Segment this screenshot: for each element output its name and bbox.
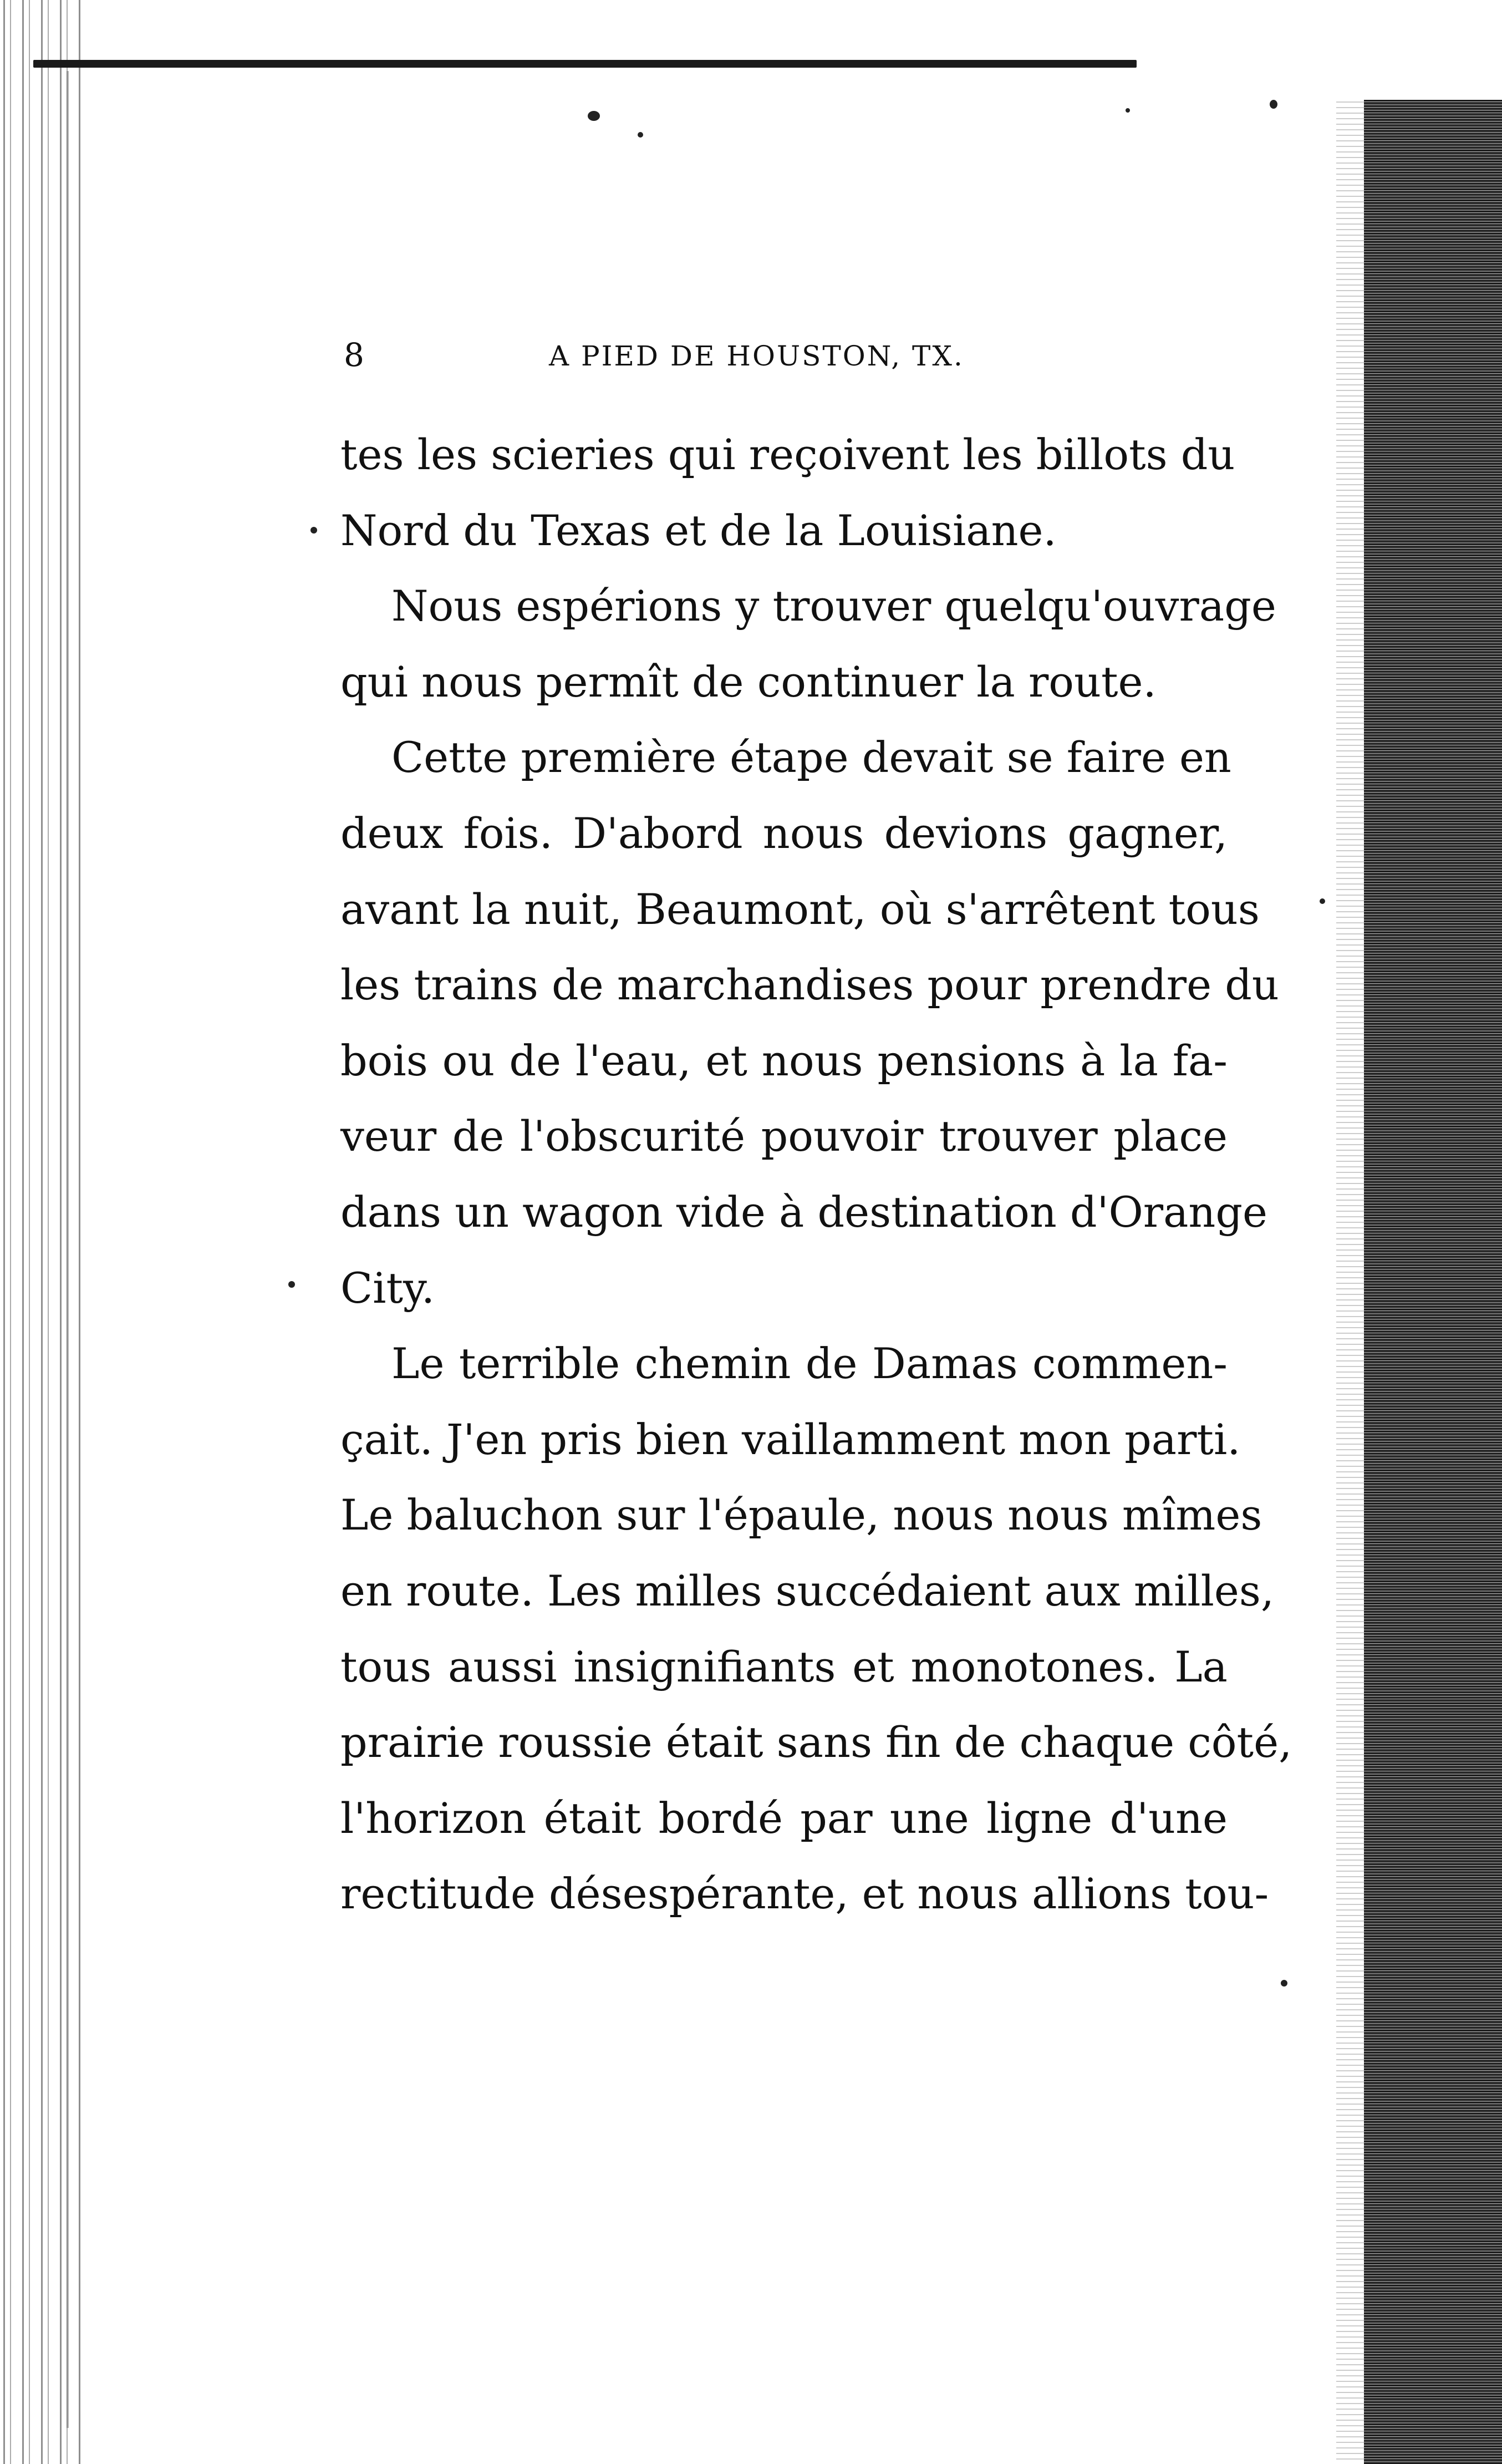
ink-speck (310, 527, 317, 534)
text-line: l'horizon était bordé par une ligne d'une (340, 1793, 1228, 1843)
ink-speck (1126, 108, 1130, 113)
text-line: Le terrible chemin de Damas commen- (391, 1339, 1228, 1389)
text-line: Cette première étape devait se faire en (391, 733, 1231, 783)
text-line: veur de l'obscurité pouvoir trouver place (340, 1111, 1228, 1161)
text-line: Nous espérions y trouver quelqu'ouvrage (391, 581, 1276, 631)
ink-speck (638, 132, 643, 138)
text-line: City. (340, 1263, 435, 1313)
ink-speck (1320, 898, 1325, 904)
text-line: tous aussi insignifiants et monotones. La (340, 1642, 1228, 1691)
text-line: rectitude désespérante, et nous allions tou- (340, 1869, 1269, 1919)
page-edge-scan-artifact (1364, 100, 1502, 2464)
text-line: deux fois. D'abord nous devions gagner, (340, 808, 1228, 858)
text-line: Le baluchon sur l'épaule, nous nous mîmes (340, 1490, 1262, 1540)
ink-speck (588, 111, 600, 121)
top-frame-rule (33, 60, 1137, 68)
book-binding-edge (0, 0, 83, 2464)
text-line: bois ou de l'eau, et nous pensions à la fa- (340, 1035, 1228, 1085)
text-line: Nord du Texas et de la Louisiane. (340, 505, 1057, 555)
page-body-text (340, 417, 1292, 1932)
running-head: A PIED DE HOUSTON, TX. (549, 340, 964, 372)
text-line: en route. Les milles succédaient aux milles, (340, 1566, 1275, 1615)
text-line: les trains de marchandises pour prendre du (340, 960, 1279, 1010)
page-number: 8 (344, 336, 364, 374)
ink-speck (288, 1281, 295, 1288)
text-line: prairie roussie était sans fin de chaque côté, (340, 1718, 1292, 1767)
text-line: çait. J'en pris bien vaillamment mon parti. (340, 1414, 1241, 1464)
page-header (344, 333, 1231, 383)
text-line: avant la nuit, Beaumont, où s'arrêtent tous (340, 884, 1260, 934)
text-line: tes les scieries qui reçoivent les billots du (340, 430, 1235, 479)
ink-speck (1270, 100, 1277, 109)
text-line: qui nous permît de continuer la route. (340, 657, 1157, 707)
text-line: dans un wagon vide à destination d'Orange (340, 1187, 1267, 1237)
left-frame-rule (67, 71, 69, 2428)
ink-speck (1281, 1980, 1287, 1987)
